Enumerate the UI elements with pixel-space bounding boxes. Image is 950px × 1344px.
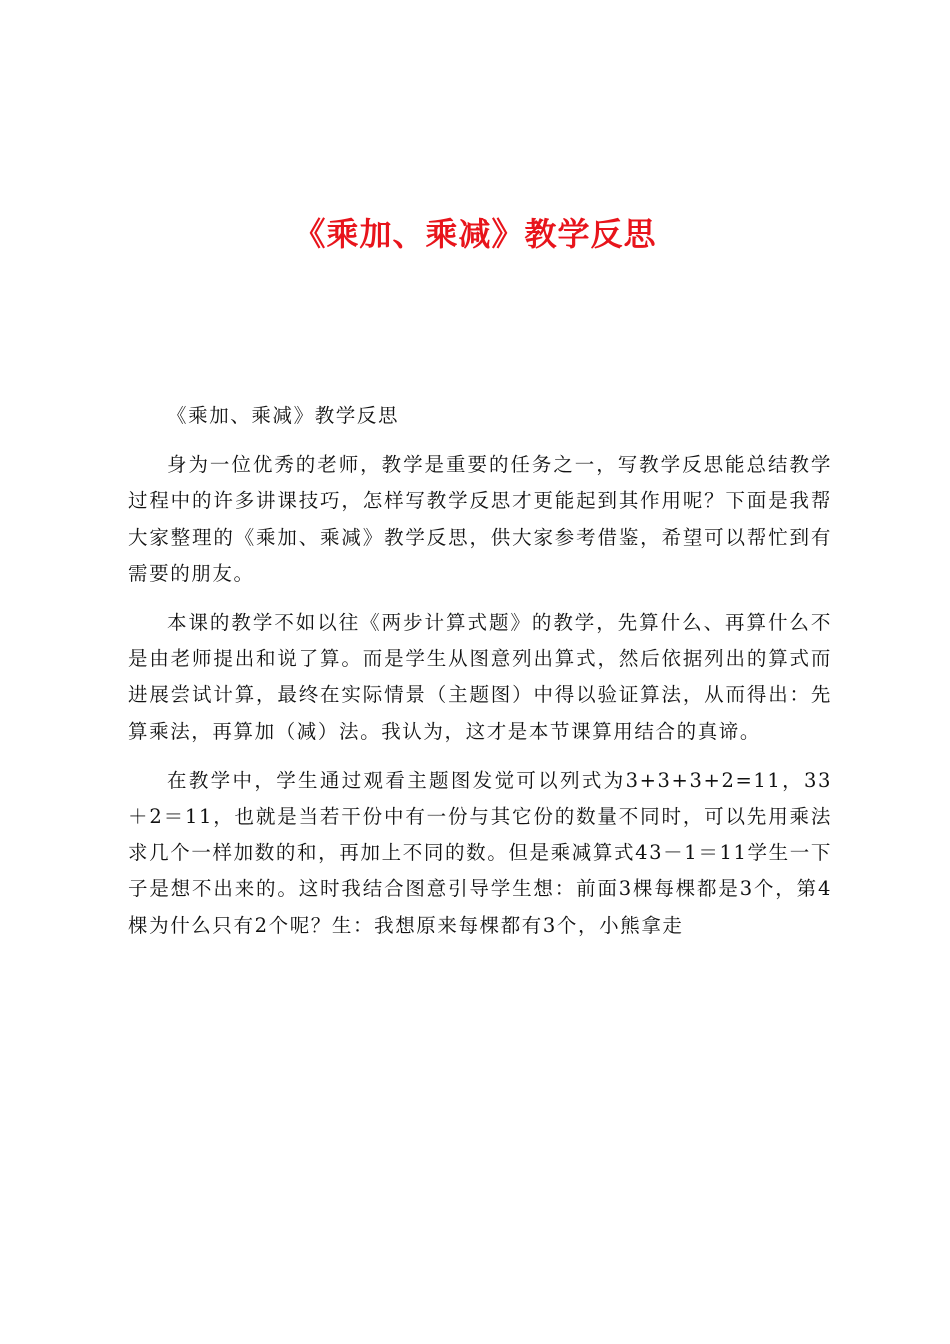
paragraph-subtitle: 《乘加、乘减》教学反思	[167, 404, 400, 427]
paragraph-lesson-approach: 本课的教学不如以往《两步计算式题》的教学，先算什么、再算什么不是由老师提出和说了算。而是学生从图意列出算式，然后依据列出的算式而进展尝试计算，最终在实际情景（主题图）中得以验证算法，从而得出：先算乘法，再算加（减）法。我认为，这才是本节课算用结合的真谛。	[128, 611, 832, 743]
paragraph-intro: 身为一位优秀的老师，教学是重要的任务之一，写教学反思能总结教学过程中的许多讲课技巧，怎样写教学反思才更能起到其作用呢？下面是我帮大家整理的《乘加、乘减》教学反思，供大家参考借鉴，希望可以帮忙到有需要的朋友。	[128, 453, 832, 585]
paragraph-teaching-process: 在教学中，学生通过观看主题图发觉可以列式为3+3+3+2=11，33＋2＝11，也就是当若干份中有一份与其它份的数量不同时，可以先用乘法求几个一样加数的和，再加上不同的数。但是乘减算式43－1＝11学生一下子是想不出来的。这时我结合图意引导学生想：前面3棵每棵都是3个，第4棵为什么只有2个呢？生：我想原来每棵都有3个，小熊拿走	[128, 768, 832, 937]
document-body	[128, 398, 832, 957]
document-title: 《乘加、乘减》教学反思	[293, 215, 657, 253]
